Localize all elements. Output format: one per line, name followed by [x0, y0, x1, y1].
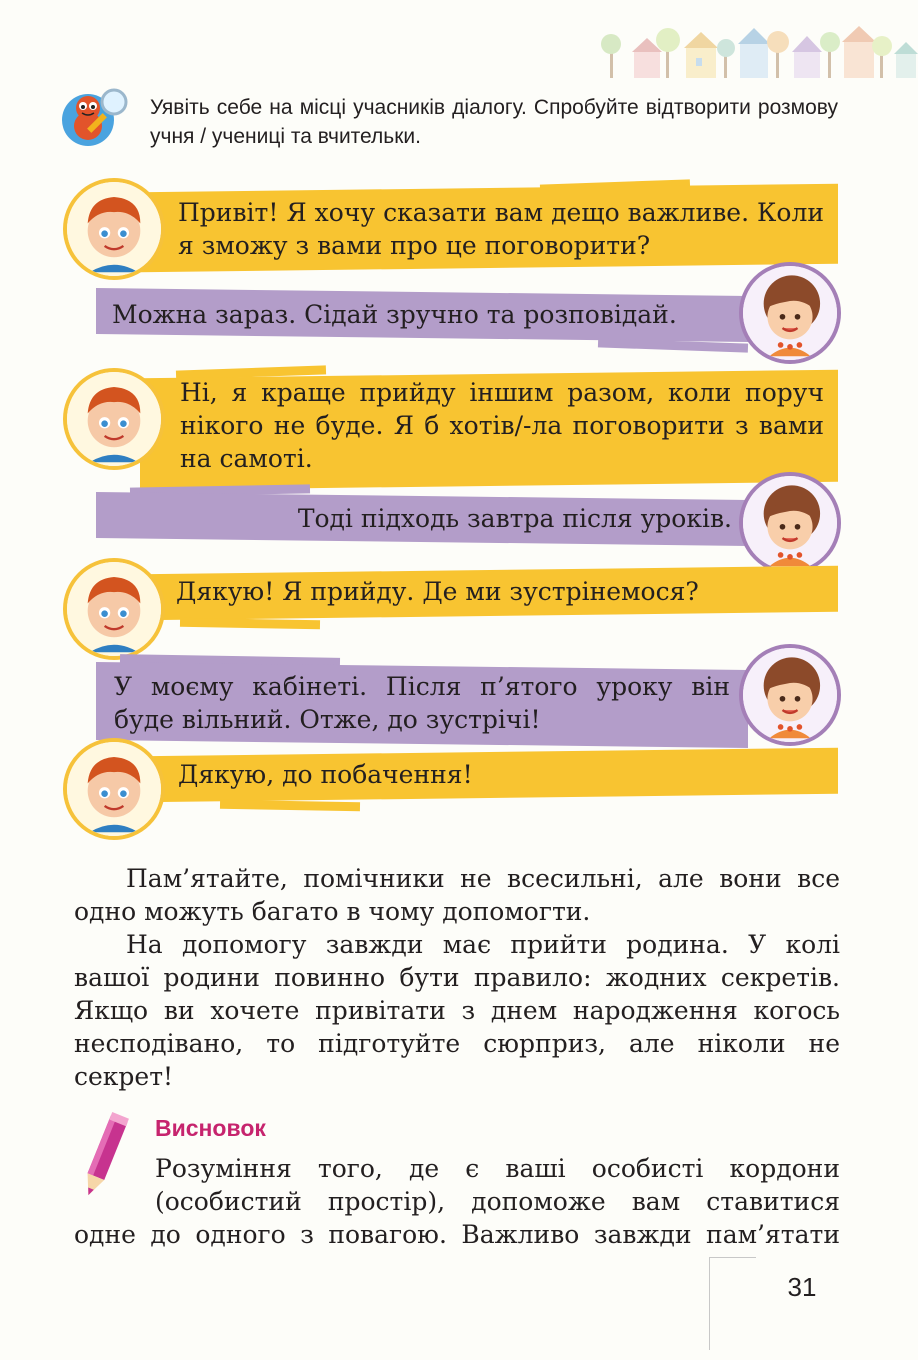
teacher-avatar-icon [739, 262, 841, 364]
dialogue-text: Привіт! Я хочу сказати вам дещо важливе. Коли я зможу з вами про це поговорити? [178, 198, 824, 260]
conclusion-line: Розуміння того, де є ваші особисті кордони [155, 1154, 840, 1183]
dialogue-bubble-teacher [96, 496, 748, 542]
dialogue-bubble-boy [140, 188, 838, 268]
boy-avatar-icon [63, 738, 165, 840]
conclusion-title: Висновок [155, 1115, 266, 1141]
teacher-avatar-icon [739, 472, 841, 574]
dialogue-text: Ні, я краще прийду іншим разом, коли поруч нікого не буде. Я б хотів/-ла поговорити з вами на самоті. [180, 378, 824, 473]
dialogue-bubble-boy [140, 752, 838, 798]
dialogue-text: Можна зараз. Сідай зручно та розповідай. [112, 300, 677, 329]
paragraph: На допомогу завжди має прийти родина. У колі вашої родини повинно бути правило: жодних секретів. Якщо ви хочете привітати з днем народження когось несподівано, то підготуйте сюрприз, але ніколи не секрет! [74, 930, 840, 1091]
conclusion-line: (особистий простір), допоможе вам ставитися [155, 1187, 840, 1216]
boy-avatar-icon [63, 558, 165, 660]
ant-magnifier-icon [58, 82, 138, 154]
boy-avatar-icon [63, 368, 165, 470]
body-text [74, 862, 840, 1093]
intro-instruction: Уявіть себе на місці учасників діалогу. Спробуйте відтворити розмову учня / учениці та вчительки. [150, 96, 838, 148]
conclusion-text [74, 1152, 840, 1251]
page-number: 31 [787, 1272, 817, 1302]
dialogue-text: У моєму кабінеті. Після п’ятого уроку він буде вільний. Отже, до зустрічі! [114, 672, 730, 734]
dialogue-bubble-teacher [96, 292, 748, 338]
dialogue-text: Дякую! Я прийду. Де ми зустрінемося? [176, 577, 699, 606]
bubble-decoration [180, 618, 320, 629]
dialogue-text: Тоді підходь завтра після уроків. [297, 504, 732, 533]
dialogue-text: Дякую, до побачення! [178, 760, 473, 789]
town-illustration-icon [600, 18, 918, 80]
teacher-avatar-icon [739, 644, 841, 746]
dialogue-bubble-boy [140, 374, 838, 486]
dialogue-bubble-teacher [96, 666, 748, 744]
paragraph: Пам’ятайте, помічники не всесильні, але вони все одно можуть багато в чому допомогти. [74, 864, 840, 926]
dialogue-bubble-boy [140, 570, 838, 616]
bubble-decoration [220, 800, 360, 811]
page-number-frame [709, 1257, 756, 1350]
conclusion-line: одне до одного з повагою. Важливо завжди пам’ятати [74, 1220, 840, 1249]
boy-avatar-icon [63, 178, 165, 280]
